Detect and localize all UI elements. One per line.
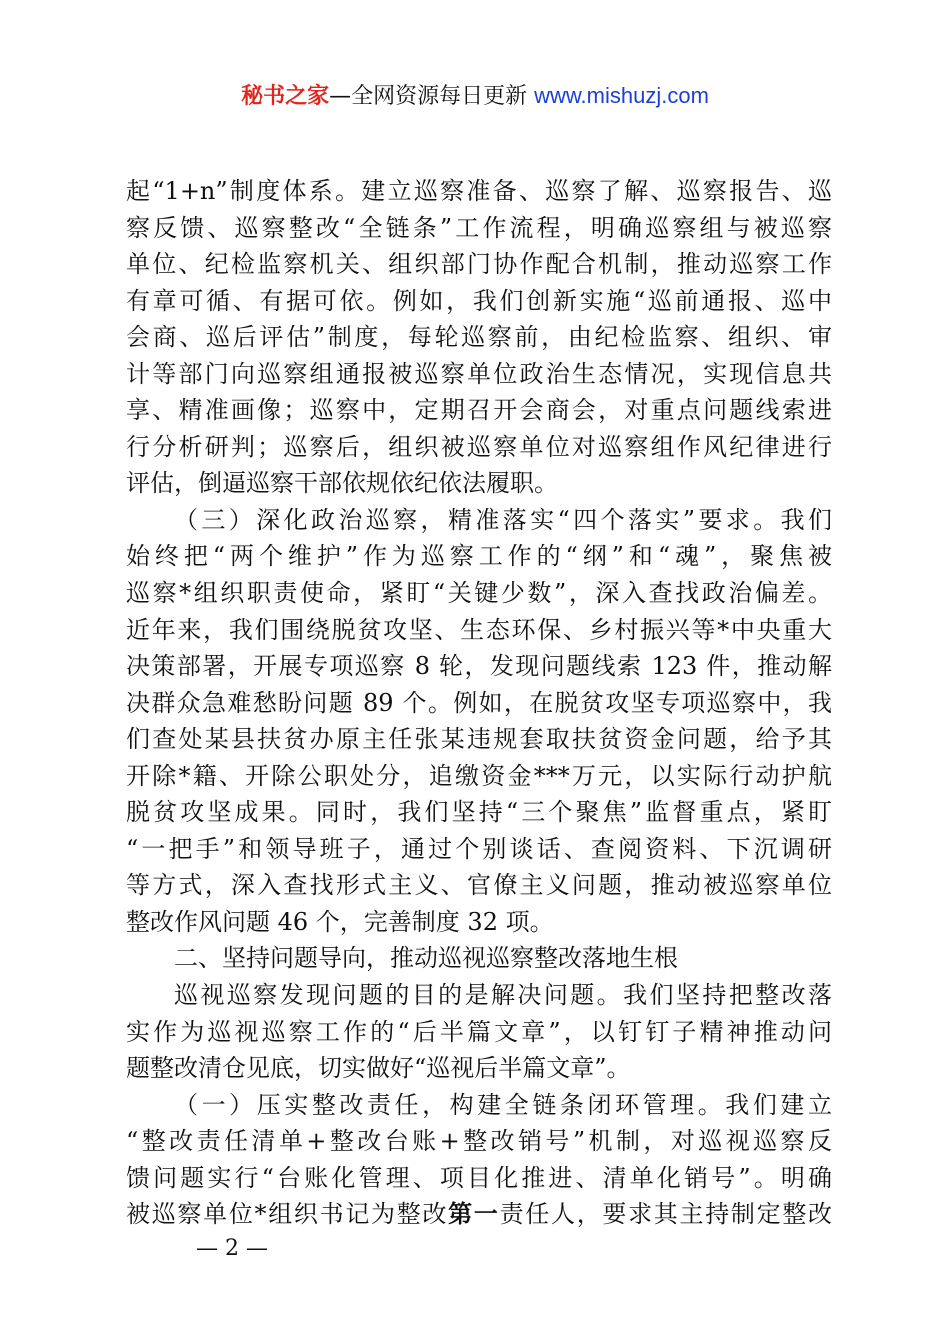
site-header (0, 80, 950, 113)
site-url-link[interactable]: www.mishuzj.com (534, 83, 709, 108)
text-line: 会商、巡后评估”制度，每轮巡察前，由纪检监察、组织、审 (126, 323, 832, 352)
text-line: 馈问题实行“台账化管理、项目化推进、清单化销号”。明确 (126, 1163, 832, 1192)
text-line: 决策部署，开展专项巡察 8 轮，发现问题线索 123 件，推动解 (126, 652, 832, 681)
bold-emphasis: 第一 (448, 1199, 500, 1229)
text-line: “整改责任清单+整改台账+整改销号”机制，对巡视巡察反 (126, 1127, 832, 1156)
header-tagline: —全网资源每日更新 (329, 84, 535, 109)
text-line: 行分析研判；巡察后，组织被巡察单位对巡察组作风纪律进行 (126, 432, 832, 461)
text-line: 察反馈、巡察整改“全链条”工作流程，明确巡察组与被巡察 (126, 213, 832, 242)
text-line: 等方式，深入查找形式主义、官僚主义问题，推动被巡察单位 (126, 871, 832, 900)
text-line: 们查处某县扶贫办原主任张某违规套取扶贫资金问题，给予其 (126, 725, 832, 754)
text-line: 脱贫攻坚成果。同时，我们坚持“三个聚焦”监督重点，紧盯 (126, 798, 832, 827)
chapter-heading-line: 二、坚持问题导向，推动巡视巡察整改落地生根 (174, 944, 678, 973)
text-line: 评估，倒逼巡察干部依规依纪依法履职。 (126, 469, 558, 498)
text-line: 单位、纪检监察机关、组织部门协作配合机制，推动巡察工作 (126, 250, 832, 279)
text-line: 有章可循、有据可依。例如，我们创新实施“巡前通报、巡中 (126, 286, 832, 315)
text-line: 巡察*组织职责使命，紧盯“关键少数”，深入查找政治偏差。 (126, 579, 832, 608)
text-line: 题整改清仓见底，切实做好“巡视后半篇文章”。 (126, 1054, 631, 1083)
text-line: 享、精准画像；巡察中，定期召开会商会，对重点问题线索进 (126, 396, 832, 425)
text-line: 近年来，我们围绕脱贫攻坚、生态环保、乡村振兴等*中央重大 (126, 615, 832, 644)
text-line: 计等部门向巡察组通报被巡察单位政治生态情况，实现信息共 (126, 359, 832, 388)
brand-name: 秘书之家 (241, 84, 330, 109)
page-number: — 2 — (196, 1236, 268, 1261)
document-body (126, 173, 832, 1233)
text-line: “一把手”和领导班子，通过个别谈话、查阅资料、下沉调研 (126, 834, 832, 863)
text-line: 决群众急难愁盼问题 89 个。例如，在脱贫攻坚专项巡察中，我 (126, 688, 832, 717)
text-line: 开除*籍、开除公职处分，追缴资金***万元，以实际行动护航 (126, 761, 832, 790)
text-line: 实作为巡视巡察工作的“后半篇文章”，以钉钉子精神推动问 (126, 1017, 832, 1046)
text-segment: 被巡察单位*组织书记为整改 (126, 1200, 449, 1229)
text-line: 巡视巡察发现问题的目的是解决问题。我们坚持把整改落 (174, 981, 832, 1010)
text-line-with-emphasis (126, 1196, 832, 1233)
section-heading-line: （一）压实整改责任，构建全链条闭环管理。我们建立 (174, 1090, 832, 1119)
text-line: 始终把“两个维护”作为巡察工作的“纲”和“魂”，聚焦被 (126, 542, 832, 571)
text-line: 起“1+n”制度体系。建立巡察准备、巡察了解、巡察报告、巡 (126, 177, 832, 205)
text-segment: 责任人，要求其主持制定整改 (499, 1200, 832, 1229)
text-line: 整改作风问题 46 个，完善制度 32 项。 (126, 907, 554, 936)
section-heading-line: （三）深化政治巡察，精准落实“四个落实”要求。我们 (174, 505, 832, 534)
